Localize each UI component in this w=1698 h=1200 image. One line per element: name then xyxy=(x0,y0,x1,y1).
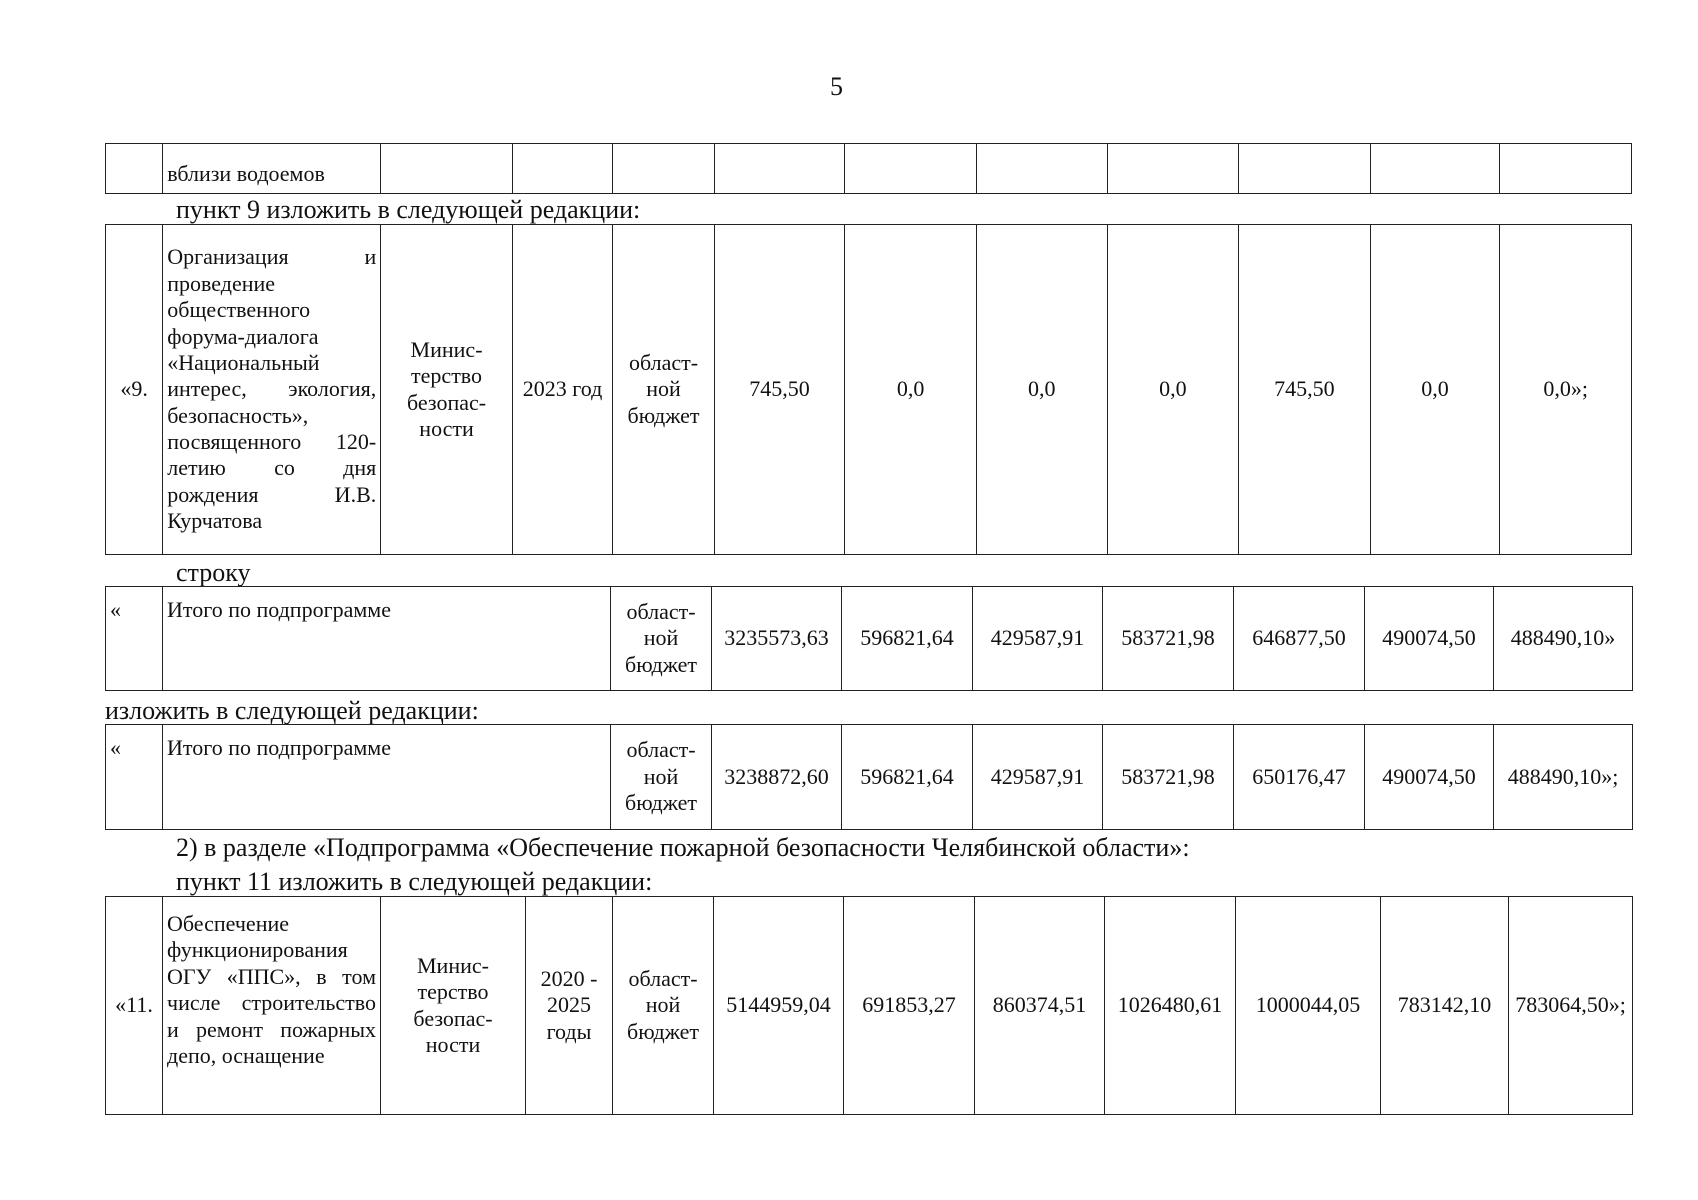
cell-name: вблизи водоемов xyxy=(163,144,381,194)
value-cell: 691853,27 xyxy=(844,897,975,1115)
value-cell: 650176,47 xyxy=(1234,725,1365,830)
item-name: Обеспечение функционирования ОГУ «ППС», в том числе строительство и ремонт пожарных депо, оснащение xyxy=(163,897,381,1115)
table-row xyxy=(106,587,1633,691)
caption-line: строку xyxy=(176,558,251,587)
item-period: 2020 - 2025 годы xyxy=(526,897,613,1115)
value-cell: 488490,10» xyxy=(1494,587,1633,691)
value-cell: 583721,98 xyxy=(1103,725,1234,830)
value-cell: 429587,91 xyxy=(973,725,1103,830)
cell-empty xyxy=(1239,144,1371,194)
cell-empty xyxy=(381,144,513,194)
row-source: област- ной бюджет xyxy=(611,587,712,691)
value-cell: 1000044,05 xyxy=(1236,897,1381,1115)
value-cell: 488490,10»; xyxy=(1494,725,1633,830)
table-row xyxy=(106,725,1633,830)
table-total-new xyxy=(105,724,1633,830)
value-cell: 3235573,63 xyxy=(712,587,842,691)
row-label: Итого по подпрограмме xyxy=(163,725,611,830)
value-cell: 745,50 xyxy=(714,225,845,555)
item-name: Организация и проведение общественного форума-диалога «Национальный интерес, экология, безопасность», посвященного 120-летию со дня рождения И.В. Курчатова xyxy=(163,225,381,555)
row-mark: « xyxy=(106,587,163,691)
table-total-old xyxy=(105,586,1633,691)
value-cell: 783064,50»; xyxy=(1509,897,1633,1115)
value-cell: 860374,51 xyxy=(975,897,1105,1115)
value-cell: 596821,64 xyxy=(842,587,973,691)
value-cell: 596821,64 xyxy=(842,725,973,830)
cell-empty xyxy=(714,144,845,194)
cell-num xyxy=(106,144,163,194)
item-period: 2023 год xyxy=(512,225,612,555)
cell-empty xyxy=(613,144,714,194)
cell-empty xyxy=(1370,144,1500,194)
value-cell: 490074,50 xyxy=(1365,725,1494,830)
value-cell: 1026480,61 xyxy=(1105,897,1236,1115)
page-number: 5 xyxy=(830,72,843,101)
value-cell: 783142,10 xyxy=(1381,897,1509,1115)
cell-empty xyxy=(845,144,977,194)
value-cell: 429587,91 xyxy=(973,587,1103,691)
caption-section-2: 2) в разделе «Подпрограмма «Обеспечение пожарной безопасности Челябинской области»: xyxy=(176,833,1190,862)
value-cell: 0,0 xyxy=(845,225,977,555)
caption-new-edition: изложить в следующей редакции: xyxy=(105,696,479,725)
item-executor: Минис- терство безопас- ности xyxy=(381,225,513,555)
table-continuation xyxy=(105,143,1632,194)
value-cell: 0,0 xyxy=(1370,225,1500,555)
item-number: «9. xyxy=(106,225,163,555)
cell-empty xyxy=(512,144,612,194)
table-row xyxy=(106,225,1632,555)
item-source: област- ной бюджет xyxy=(613,225,714,555)
caption-item-11: пункт 11 изложить в следующей редакции: xyxy=(176,867,653,896)
table-row xyxy=(106,897,1633,1115)
cell-empty xyxy=(976,144,1107,194)
cell-empty xyxy=(1500,144,1632,194)
value-cell: 0,0 xyxy=(976,225,1107,555)
cell-empty xyxy=(1107,144,1239,194)
item-number: «11. xyxy=(106,897,163,1115)
row-label: Итого по подпрограмме xyxy=(163,587,611,691)
item-source: област- ной бюджет xyxy=(613,897,714,1115)
item-executor: Минис- терство безопас- ности xyxy=(381,897,526,1115)
value-cell: 5144959,04 xyxy=(714,897,844,1115)
value-cell: 583721,98 xyxy=(1103,587,1234,691)
table-item-9 xyxy=(105,224,1632,555)
value-cell: 646877,50 xyxy=(1234,587,1365,691)
value-cell: 0,0 xyxy=(1107,225,1239,555)
table-item-11 xyxy=(105,896,1633,1115)
value-cell: 3238872,60 xyxy=(712,725,842,830)
value-cell: 0,0»; xyxy=(1500,225,1632,555)
value-cell: 490074,50 xyxy=(1365,587,1494,691)
row-mark: « xyxy=(106,725,163,830)
row-source: област- ной бюджет xyxy=(611,725,712,830)
value-cell: 745,50 xyxy=(1239,225,1371,555)
caption-item-9: пункт 9 изложить в следующей редакции: xyxy=(176,195,641,224)
